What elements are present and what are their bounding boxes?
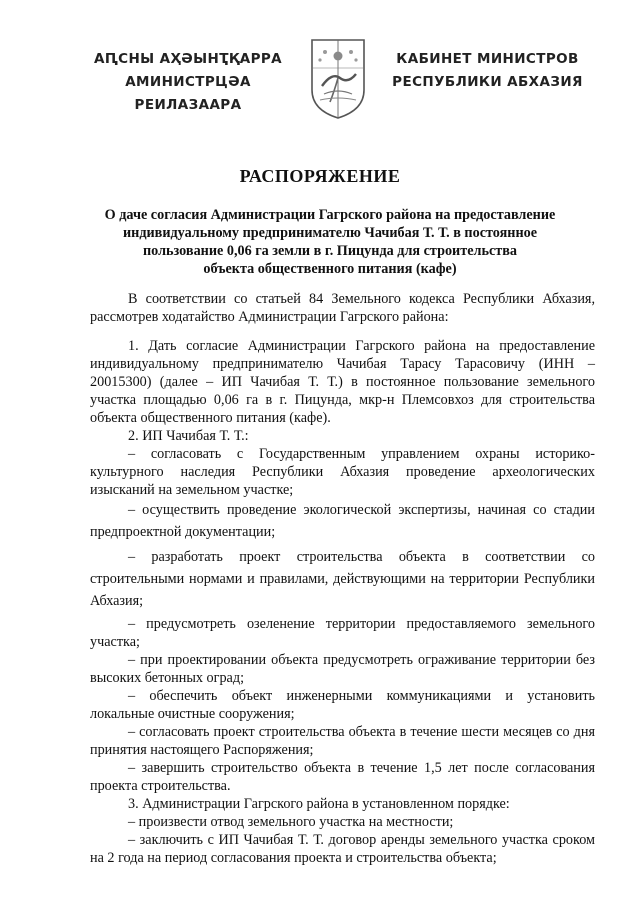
item-2-clause: – осуществить проведение экологической экспертизы, начиная со стадии предпроектной документации; <box>90 502 595 540</box>
letterhead-russian <box>380 48 595 94</box>
subject-line: О даче согласия Администрации Гагрского района на предоставление <box>104 207 556 223</box>
letterhead <box>0 38 640 128</box>
item-3-clause: – заключить с ИП Чачибая Т. Т. договор аренды земельного участка сроком на 2 года на период согласования проекта и строительства объекта; <box>90 832 595 866</box>
item-2-clause: – предусмотреть озеленение территории предоставляемого земельного участка; <box>90 616 595 650</box>
item-2-clause: – завершить строительство объекта в течение 1,5 лет после согласования проекта строительства. <box>90 760 595 794</box>
item-2-clause: – при проектировании объекта предусмотреть ограживание территории без высоких бетонных оград; <box>90 652 595 686</box>
item-2-clause: – согласовать проект строительства объекта в течение шести месяцев со дня принятия настоящего Распоряжения; <box>90 724 595 758</box>
item-2-clause: – обеспечить объект инженерными коммуникациями и установить локальные очистные сооружения; <box>90 688 595 722</box>
subject-line: объекта общественного питания (кафе) <box>203 261 457 277</box>
document-title: РАСПОРЯЖЕНИЕ <box>239 166 401 186</box>
document-body <box>90 290 595 867</box>
subject-line: индивидуальному предпринимателю Чачибая Т. Т. в постоянное <box>122 225 538 241</box>
item-2: 2. ИП Чачибая Т. Т.: <box>128 428 249 444</box>
item-2-clause: – разработать проект строительства объекта в соответствии со строительными нормами и правилами, действующими на территории Республики Абхазия; <box>90 549 595 609</box>
letterhead-russian-line1: КАБИНЕТ МИНИСТРОВ <box>396 51 579 67</box>
document-subject <box>80 206 580 278</box>
letterhead-abkhaz-line1: АԤСНЫ АҲӘЫНҬҚАРРА <box>93 51 283 67</box>
item-3-clause: – произвести отвод земельного участка на местности; <box>128 814 454 830</box>
letterhead-russian-line2: РЕСПУБЛИКИ АБХАЗИЯ <box>392 74 583 90</box>
item-2-clause: – согласовать с Государственным управлением охраны историко-культурного наследия Республики Абхазия проведение археологических изысканий на земельном участке; <box>90 446 595 498</box>
preamble-paragraph: В соответствии со статьей 84 Земельного кодекса Республики Абхазия, рассмотрев ходатайство Администрации Гагрского района: <box>90 291 595 325</box>
item-1: 1. Дать согласие Администрации Гагрского района на предоставление индивидуальному предпринимателю Чачибая Тарасу Тарасовичу (ИНН – 20015300) (далее – ИП Чачибая Т. Т.) в постоянное пользование земельного участка площадью 0,06 га в г. Пицунда, мкр-н Племсовхоз для строительства объекта общественного питания (кафе). <box>90 338 595 426</box>
letterhead-abkhaz-line2: АМИНИСТРЦӘА РЕИЛАЗААРА <box>125 74 251 113</box>
item-3: 3. Администрации Гагрского района в установленном порядке: <box>128 796 510 812</box>
coat-of-arms-icon <box>310 38 366 120</box>
subject-line: пользование 0,06 га земли в г. Пицунда для строительства <box>143 243 517 259</box>
letterhead-abkhaz <box>78 48 298 117</box>
